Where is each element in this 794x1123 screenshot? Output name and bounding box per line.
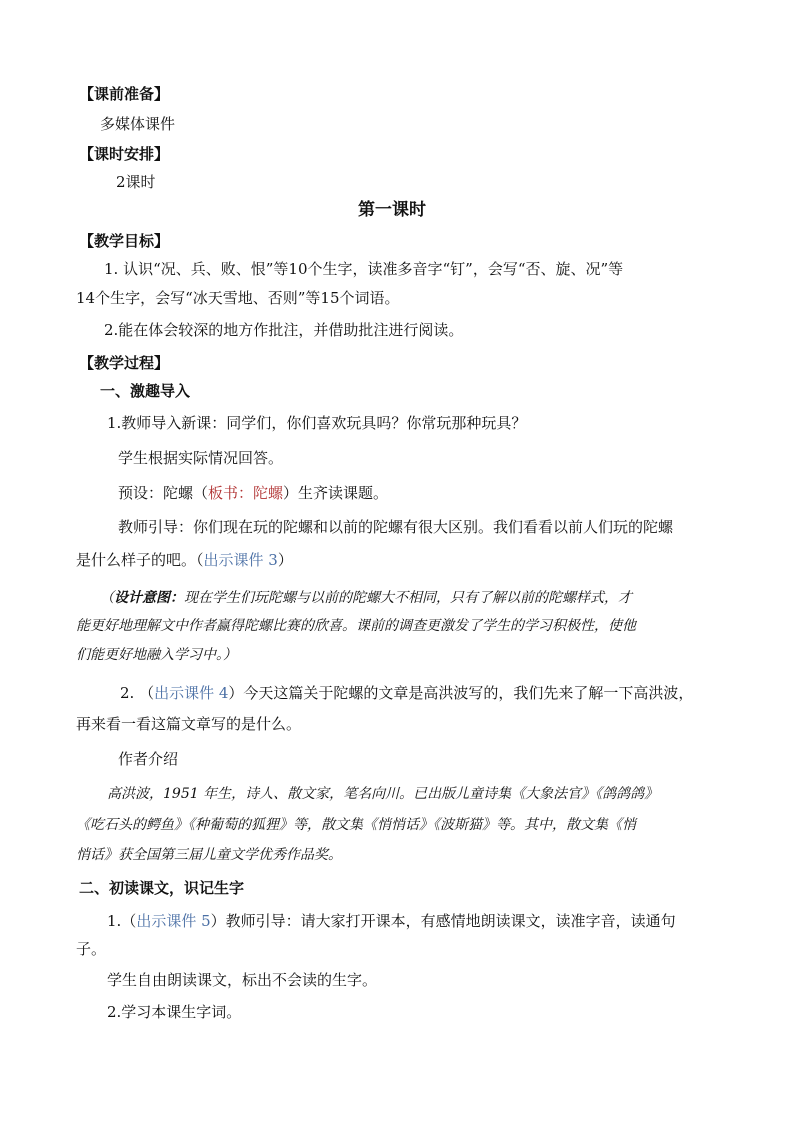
step2-rest: ）今天这篇关于陀螺的文章是高洪波写的，我们先来了解一下高洪波， — [228, 684, 694, 702]
goal1-line2: 14个生字，会写“冰天雪地、否则”等15个词语。 — [76, 289, 400, 307]
step2-line2: 再来看一看这篇文章写的是什么。 — [76, 715, 302, 733]
step3-prefix: 1.（ — [107, 912, 137, 930]
preset-prefix: 预设：陀螺（ — [118, 484, 209, 502]
goals-heading: 【教学目标】 — [79, 232, 170, 250]
design-paren: （ — [100, 590, 114, 606]
step1-guide-line2 — [76, 550, 293, 570]
step1-answer: 学生根据实际情况回答。 — [118, 449, 284, 467]
section2-heading: 二、初读课文，识记生字 — [79, 879, 245, 897]
design-intent-line2: 能更好地理解文中作者赢得陀螺比赛的欣喜。课前的调查更激发了学生的学习积极性，使他 — [76, 618, 636, 634]
preset-suffix: ）生齐读课题。 — [283, 484, 389, 502]
design-text1: 现在学生们玩陀螺与以前的陀螺大不相同，只有了解以前的陀螺样式，才 — [184, 590, 632, 606]
schedule-heading: 【课时安排】 — [79, 145, 170, 163]
author-line2: 《吃石头的鳄鱼》《种葡萄的狐狸》等，散文集《悄悄话》《波斯猫》等。其中，散文集《悄 — [76, 817, 636, 833]
prep-heading: 【课前准备】 — [79, 85, 170, 103]
courseware-3-link: 出示课件 3 — [203, 551, 278, 569]
author-line1: 高洪波，1951 年生，诗人、散文家，笔名向川。已出版儿童诗集《大象法官》《鸽鸽鸽》 — [107, 786, 659, 802]
prep-text: 多媒体课件 — [100, 115, 176, 133]
step3-rest: ）教师引导：请大家打开课本，有感情地朗读课文，读准字音，读通句 — [210, 912, 676, 930]
step1-intro: 1.教师导入新课：同学们，你们喜欢玩具吗？你常玩那种玩具？ — [107, 414, 527, 432]
goal2: 2.能在体会较深的地方作批注，并借助批注进行阅读。 — [104, 321, 464, 339]
courseware-5-link: 出示课件 5 — [136, 912, 211, 930]
step3-student: 学生自由朗读课文，标出不会读的生字。 — [107, 971, 378, 989]
courseware-4-link: 出示课件 4 — [154, 684, 229, 702]
step2-line1 — [120, 683, 693, 703]
design-label: 设计意图： — [114, 590, 184, 606]
step4: 2.学习本课生字词。 — [107, 1003, 242, 1021]
step2-prefix: 2. （ — [120, 684, 155, 702]
guide-line2-text: 是什么样子的吧。（ — [76, 551, 204, 569]
process-heading: 【教学过程】 — [79, 354, 170, 372]
step1-guide-line1: 教师引导：你们现在玩的陀螺和以前的陀螺有很大区别。我们看看以前人们玩的陀螺 — [118, 518, 674, 536]
schedule-text: 2课时 — [116, 173, 156, 191]
goal1-line1: 1. 认识“况、兵、败、恨”等10个生字，读准多音字“钉”，会写“否、旋、况”等 — [104, 260, 624, 278]
section1-heading: 一、激趣导入 — [100, 382, 191, 400]
lesson-title: 第一课时 — [358, 200, 426, 220]
step3-line2: 子。 — [76, 940, 107, 958]
design-intent-line3: 们能更好地融入学习中。） — [76, 647, 237, 663]
board-note: 板书：陀螺 — [208, 484, 284, 502]
design-intent-line1 — [100, 588, 632, 608]
author-line3: 悄话》获全国第三届儿童文学优秀作品奖。 — [76, 847, 342, 863]
step3-line1 — [107, 911, 676, 931]
guide-line2-end: ） — [277, 551, 293, 569]
author-heading: 作者介绍 — [118, 750, 179, 768]
step1-preset — [118, 483, 388, 503]
